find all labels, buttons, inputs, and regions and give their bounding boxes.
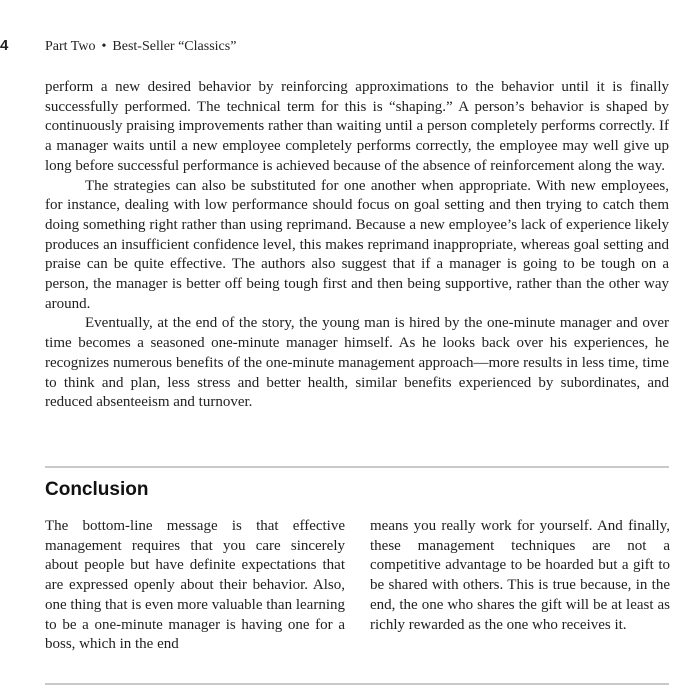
conclusion-heading: Conclusion <box>45 479 149 500</box>
section-divider-top <box>45 466 669 468</box>
separator-bullet: • <box>101 39 107 54</box>
paragraph-3: Eventually, at the end of the story, the young man is hired by the one-minute manager and over time becomes a seasoned one-minute manager himself. As he looks back over his experiences, he recognizes numerous benefits of the one-minute management approach—more results in less time, time to think and plan, less stress and better health, similar benefits experienced by subordinates, and reduced absenteeism and turnover. <box>45 315 669 411</box>
paragraph-2: The strategies can also be substituted for one another when appropriate. With new employees, for instance, dealing with low performance should focus on goal setting and then trying to catch them doing something right rather than using reprimand. Because a new employee’s lack of experience likely produces an insufficient confidence level, this makes reprimand inappropriate, whereas goal setting and praise can be quite effective. The authors also suggest that if a manager is going to be tough on a person, the manager is better off being tough first and then being supportive, rather than the other way around. <box>45 177 669 312</box>
conclusion-left-column: The bottom-line message is that effective management requires that you care sincerely about people but have definite expectations that are expressed openly about their behavior. Also, one thing that is even more valuable than learning to be a one-minute manager is having one for a boss, which in the end <box>45 518 345 653</box>
body-text <box>45 78 669 413</box>
paragraph-1: perform a new desired behavior by reinforcing approximations to the behavior until it is finally successfully performed. The technical term for this is “shaping.” A person’s behavior is shaped by continuously praising improvements rather than waiting until a person completely performs correctly. If a manager waits until a new employee completely performs correctly, the employee may well give up long before successful performance is achieved because of the absence of reinforcement along the way. <box>45 79 669 174</box>
conclusion-right-column: means you really work for yourself. And finally, these management techniques are not a competitive advantage to be hoarded but a gift to be shared with others. This is true because, in the end, the one who shares the gift will be at least as richly rewarded as the one who receives it. <box>370 518 670 633</box>
running-head <box>45 39 236 55</box>
section-label: Best-Seller “Classics” <box>112 39 237 54</box>
part-label: Part Two <box>45 39 96 54</box>
page-number: 4 <box>0 37 9 54</box>
section-divider-bottom <box>45 683 669 685</box>
